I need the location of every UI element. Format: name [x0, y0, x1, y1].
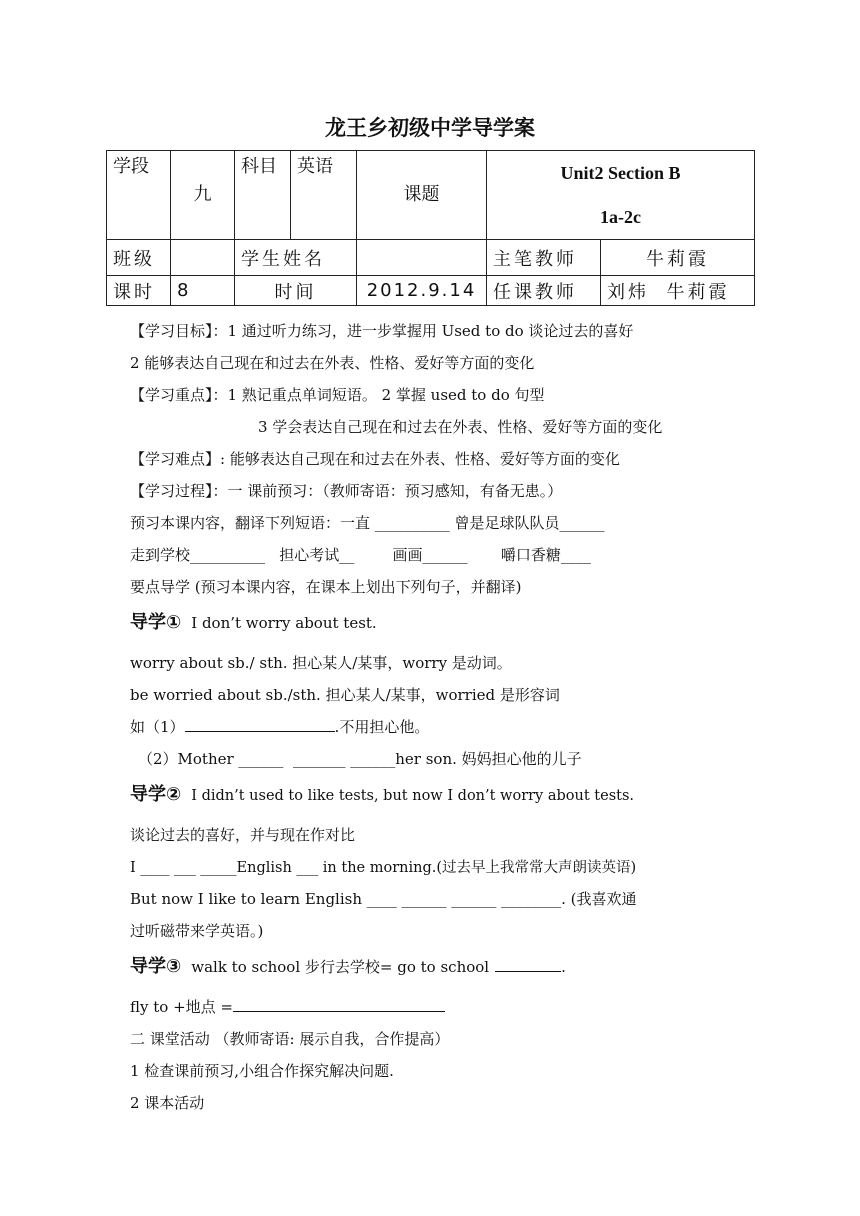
learning-goal-line: 【学习目标】：1 通过听力练习，进一步掌握用 Used to do 谈论过去的喜好 [130, 322, 634, 340]
textbook-activity-line: 2 课本活动 [130, 1094, 205, 1112]
page-title: 龙王乡初级中学导学案 [325, 116, 535, 140]
guide-1-text: I don’t worry about test. [191, 614, 377, 632]
difficulty-line: 【学习难点】: 能够表达自己现在和过去在外表、性格、爱好等方面的变化 [130, 450, 620, 468]
cell-unit [487, 151, 755, 240]
guide-3-period: . [561, 958, 566, 976]
cell-kemu: 科目 [235, 151, 291, 240]
exercise-1-line: I ____ ___ _____English ___ in the morning.(过去早上我常常大声朗读英语) [130, 860, 637, 876]
worry-about-line: worry about sb./ sth. 担心某人/某事，worry 是动词。 [130, 654, 512, 672]
guide-intro-line: 要点导学 (预习本课内容，在课本上划出下列句子，并翻译) [130, 578, 522, 596]
cell-keshi: 课时 [107, 276, 171, 306]
guide-2-text: I didn’t used to like tests, but now I don’t worry about tests. [191, 788, 635, 804]
guide-2-label: 导学② [130, 784, 182, 805]
guide-1 [130, 608, 377, 634]
cell-date: 2012.9.14 [357, 276, 487, 306]
fly-to-blank[interactable] [233, 997, 445, 1012]
cell-zhubi: 主笔教师 [487, 240, 601, 276]
example-2-line: （2）Mother ______ _______ ______her son. 妈妈担心他的儿子 [138, 750, 582, 768]
guide-1-label: 导学① [130, 612, 182, 633]
info-table [106, 150, 755, 306]
unit-title: Unit2 Section B [560, 163, 681, 183]
preview-phrases-line: 走到学校__________ 担心考试__ 画画______ 嚼口香糖____ [130, 546, 591, 564]
example-1-line [130, 716, 429, 737]
example-1-blank[interactable] [185, 717, 335, 732]
cell-zhubi-name: 牛莉霞 [601, 240, 755, 276]
cell-banji: 班级 [107, 240, 171, 276]
cell-grade: 九 [171, 151, 235, 240]
cell-xueduan: 学段 [107, 151, 171, 240]
guide-3-text: walk to school 步行去学校= go to school [191, 958, 490, 976]
exercise-2-cont-line: 过听磁带来学英语。) [130, 922, 264, 940]
example-1-prefix: 如（1） [130, 718, 185, 736]
key-points-line-2: 3 学会表达自己现在和过去在外表、性格、爱好等方面的变化 [258, 418, 663, 436]
guide-2 [130, 780, 634, 806]
guide-3-blank[interactable] [495, 957, 561, 972]
cell-subject: 英语 [291, 151, 357, 240]
cell-xingming: 学生姓名 [235, 240, 357, 276]
cell-shijian: 时间 [235, 276, 357, 306]
cell-keshi-value: 8 [171, 276, 235, 306]
exercise-2-line: But now I like to learn English ____ ______ ______ ________. (我喜欢通 [130, 890, 637, 908]
cell-renke-names: 刘炜 牛莉霞 [601, 276, 755, 306]
guide-3-label: 导学③ [130, 956, 182, 977]
cell-banji-value [171, 240, 235, 276]
unit-section: 1a-2c [600, 207, 641, 227]
compare-line: 谈论过去的喜好，并与现在作对比 [130, 826, 356, 844]
preview-line: 预习本课内容，翻译下列短语：一直 __________ 曾是足球队队员______ [130, 514, 605, 532]
learning-goal-line-2: 2 能够表达自己现在和过去在外表、性格、爱好等方面的变化 [130, 354, 535, 372]
worried-about-line: be worried about sb./sth. 担心某人/某事，worried 是形容词 [130, 686, 560, 704]
check-preview-line: 1 检查课前预习,小组合作探究解决问题. [130, 1062, 394, 1080]
fly-to-line [130, 996, 445, 1017]
cell-keti: 课题 [357, 151, 487, 240]
cell-renke: 任课教师 [487, 276, 601, 306]
guide-3 [130, 952, 566, 978]
process-line: 【学习过程】：一 课前预习：（教师寄语：预习感知，有备无患。） [130, 482, 563, 500]
example-1-suffix: .不用担心他。 [334, 718, 430, 736]
key-points-line: 【学习重点】：1 熟记重点单词短语。 2 掌握 used to do 句型 [130, 386, 545, 404]
class-activity-line: 二 课堂活动 （教师寄语: 展示自我，合作提高） [130, 1030, 450, 1048]
cell-xingming-value [357, 240, 487, 276]
fly-to-text: fly to +地点 = [130, 998, 233, 1016]
